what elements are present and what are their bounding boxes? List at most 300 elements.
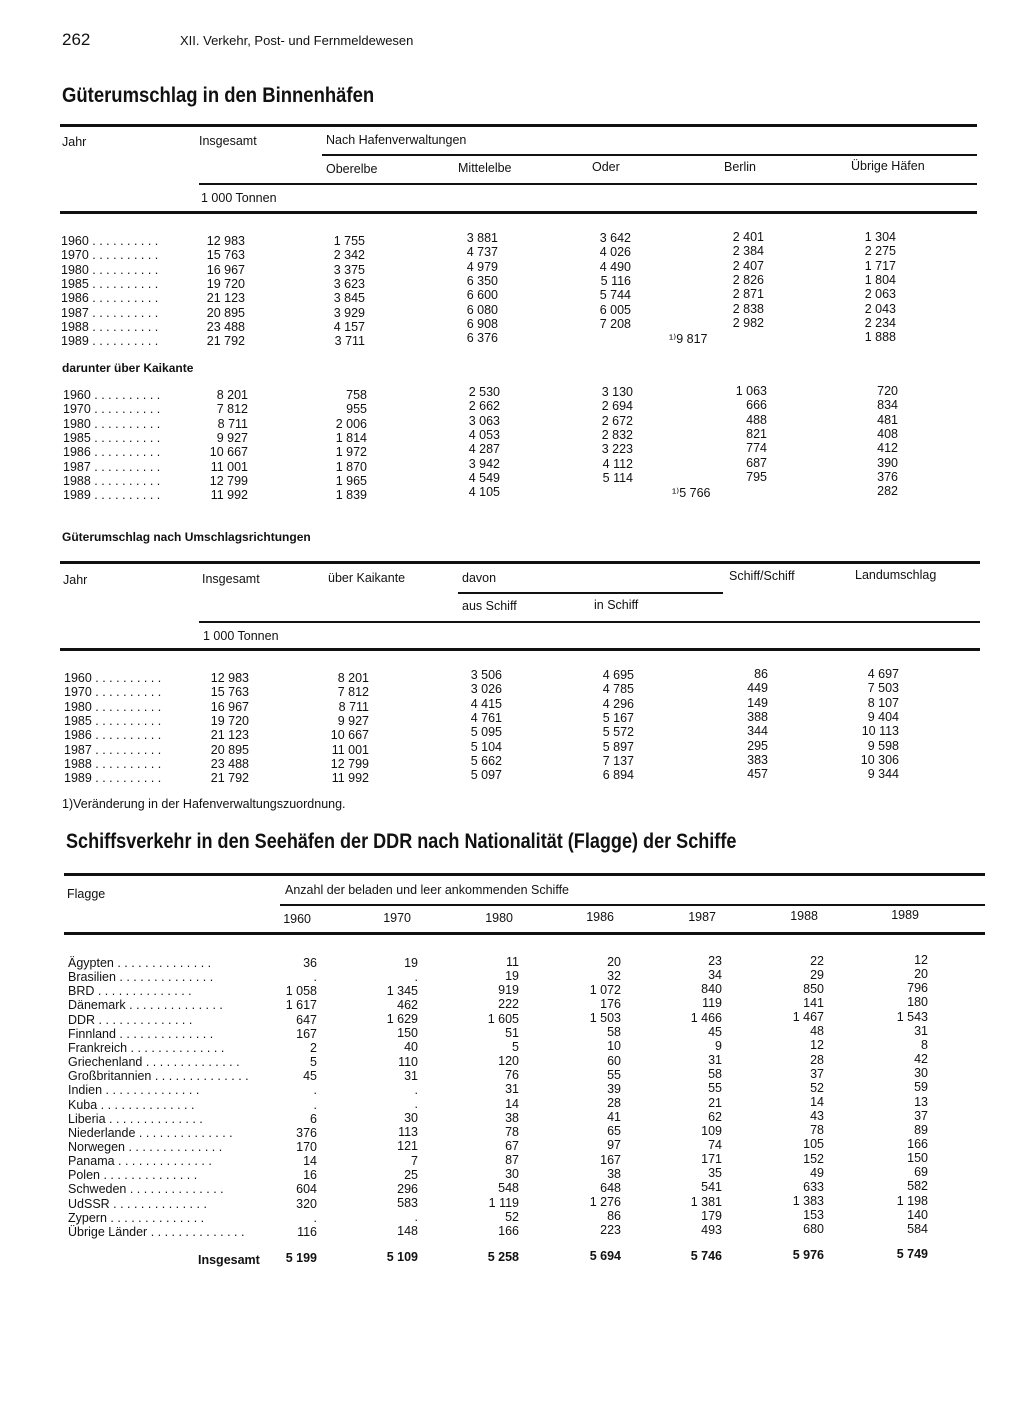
t1-cell: 4 026 (599, 245, 631, 260)
t3-country-9: Indien . . . . . . . . . . . . . . (68, 1083, 200, 1098)
t1-sub-cell: 3 223 (601, 442, 633, 457)
t3-cell: 121 (397, 1139, 418, 1154)
t3-cell: 29 (810, 967, 824, 982)
t1-year-1986: 1986 . . . . . . . . . . (61, 291, 159, 306)
t3-cell: 1 383 (792, 1194, 824, 1209)
t3-cell: 180 (907, 995, 928, 1010)
t3-total-label: Insgesamt (198, 1253, 260, 1267)
t3-cell: 1 617 (285, 998, 317, 1013)
t3-cell: 584 (907, 1221, 928, 1236)
t1-sub-cell: 1 965 (335, 473, 367, 488)
t3-cell: 10 (607, 1039, 621, 1054)
t3-cell: 541 (701, 1180, 722, 1195)
t3-cell: 62 (708, 1109, 722, 1124)
t1-sub-cell: 687 (746, 455, 767, 470)
t2-cell: 12 983 (210, 671, 249, 685)
t1-sub-cell: 4 549 (468, 470, 500, 485)
table1-title: Güterumschlag in den Binnenhäfen (62, 84, 375, 107)
t1-year-1980: 1980 . . . . . . . . . . (61, 262, 159, 277)
t2-col-schiff-schiff: Schiff/Schiff (729, 569, 795, 583)
t2-year-1988: 1988 . . . . . . . . . . (64, 756, 162, 771)
t1-cell: 4 737 (466, 245, 498, 260)
t1-sub-cell: 1 972 (335, 445, 367, 460)
t1-sub-cell: 12 799 (209, 473, 248, 488)
t3-year-1970: 1970 (383, 911, 411, 926)
t2-cell: 7 503 (867, 681, 899, 696)
t3-cell: 41 (607, 1110, 621, 1125)
t2-cell: 15 763 (210, 685, 249, 700)
t2-cell: 8 107 (867, 695, 899, 710)
t1-cell: 6 908 (466, 316, 498, 331)
t2-cell: 5 097 (470, 768, 502, 783)
t2-cell: 4 697 (867, 667, 899, 681)
t3-cell: 167 (600, 1152, 621, 1167)
t3-group-rule (280, 904, 985, 906)
t3-cell: 40 (404, 1040, 418, 1055)
t1-cell: 2 063 (864, 287, 896, 302)
t1-year-1989: 1989 . . . . . . . . . . (61, 334, 159, 349)
t1-col-oder: Oder (592, 160, 620, 174)
t1-cell: 21 123 (206, 291, 245, 306)
t1-sub-cell: 3 942 (468, 456, 500, 471)
t3-year-1980: 1980 (485, 910, 513, 925)
t1-sub-cell: 2 006 (335, 416, 367, 431)
t3-cell: 31 (914, 1023, 928, 1038)
t1-year-1988: 1988 . . . . . . . . . . (61, 319, 159, 334)
t3-year-1960: 1960 (283, 912, 311, 926)
t3-cell: 49 (810, 1165, 824, 1180)
t2-cell: 9 404 (867, 709, 899, 724)
t3-total-cell: 5 109 (386, 1250, 418, 1265)
t2-cell: 20 895 (210, 742, 249, 757)
t3-cell: 582 (907, 1179, 928, 1194)
t1-cell: 1 755 (333, 234, 365, 248)
t3-country-16: Schweden . . . . . . . . . . . . . . (68, 1182, 224, 1197)
t2-cell: 3 506 (470, 668, 502, 682)
t3-cell: . (414, 1210, 418, 1225)
t2-col-jahr: Jahr (63, 573, 88, 587)
t3-cell: 45 (708, 1024, 722, 1039)
t3-cell: 23 (708, 954, 722, 968)
t2-footnote: 1)Veränderung in der Hafenverwaltungszuordnung. (62, 797, 346, 811)
t1-sub-cell: 10 667 (209, 445, 248, 460)
t1-year-1985: 1985 . . . . . . . . . . (61, 276, 159, 291)
t2-cell: 21 792 (210, 771, 249, 786)
t3-cell: 52 (505, 1209, 519, 1224)
t3-cell: 1 629 (386, 1012, 418, 1027)
t1-cell: 2 838 (732, 301, 764, 316)
t3-cell: 1 276 (589, 1195, 621, 1210)
table2-title: Güterumschlag nach Umschlagsrichtungen (62, 530, 311, 544)
t2-year-1986: 1986 . . . . . . . . . . (64, 728, 162, 743)
t3-cell: 1 119 (488, 1195, 519, 1210)
t1-footnote-mark-1989: ¹⁾9 817 (669, 332, 708, 346)
t1-sub-cell: 412 (877, 441, 898, 456)
t1-cell: 1 304 (864, 230, 896, 244)
t3-cell: 8 (921, 1037, 928, 1052)
t3-cell: 30 (505, 1167, 519, 1182)
t3-year-1987: 1987 (688, 909, 716, 924)
t3-cell: 141 (803, 995, 824, 1010)
t2-col-davon: davon (462, 571, 497, 585)
t3-year-1988: 1988 (790, 909, 818, 923)
t1-cell: 1 804 (864, 272, 896, 287)
t3-cell: 12 (810, 1038, 824, 1053)
t3-cell: 65 (607, 1124, 621, 1139)
t1-sub-cell: 2 832 (601, 427, 633, 442)
t2-year-1989: 1989 . . . . . . . . . . (64, 771, 162, 786)
t3-cell: 78 (810, 1123, 824, 1138)
t2-cell: 7 812 (337, 685, 369, 700)
t3-country-8: Großbritannien . . . . . . . . . . . . . . (68, 1069, 249, 1084)
t1-cell: 4 490 (599, 259, 631, 274)
t2-col-kaikante: über Kaikante (328, 571, 406, 585)
t3-cell: 167 (296, 1026, 317, 1041)
t3-cell: 89 (914, 1122, 928, 1137)
t1-cell: 20 895 (206, 305, 245, 320)
t3-cell: 69 (914, 1165, 928, 1180)
t3-cell: . (313, 1083, 317, 1098)
t1-sub-cell: 1 063 (735, 384, 767, 398)
t2-cell: 383 (747, 752, 768, 767)
t3-cell: 152 (803, 1151, 824, 1166)
t3-cell: 43 (810, 1109, 824, 1124)
t3-cell: 38 (505, 1110, 519, 1125)
t2-cell: 10 306 (860, 752, 899, 767)
t3-cell: 39 (607, 1081, 621, 1096)
t3-cell: . (313, 970, 317, 985)
t3-cell: 320 (296, 1196, 317, 1211)
t3-cell: 20 (914, 967, 928, 982)
t1-sub-cell: 774 (746, 441, 767, 456)
t3-cell: 19 (505, 969, 519, 984)
t3-cell: 86 (607, 1209, 621, 1224)
t2-cell: 4 695 (602, 668, 634, 682)
t1-sub-cell: 2 662 (468, 399, 500, 414)
t3-cell: . (414, 1097, 418, 1111)
t3-cell: 840 (701, 982, 722, 997)
t1-group-rule (322, 154, 977, 156)
t2-cell: 9 344 (867, 767, 899, 782)
t3-country-1: Brasilien . . . . . . . . . . . . . . (68, 970, 214, 985)
t1-sub-year-1988: 1988 . . . . . . . . . . (63, 473, 161, 488)
t3-header-bottom-rule (64, 932, 985, 935)
t3-cell: 1 605 (487, 1011, 519, 1026)
t1-year-1987: 1987 . . . . . . . . . . (61, 305, 159, 320)
t3-col-flagge: Flagge (67, 887, 106, 901)
t1-cell: 3 375 (333, 262, 365, 277)
t3-cell: 850 (803, 981, 824, 996)
t3-cell: 87 (505, 1153, 519, 1168)
t1-cell: 6 600 (466, 288, 498, 303)
t3-cell: 76 (505, 1068, 519, 1083)
t3-cell: 14 (810, 1095, 824, 1109)
t3-country-19: Übrige Länder . . . . . . . . . . . . . . (68, 1224, 245, 1239)
t3-cell: 119 (702, 996, 722, 1011)
t3-cell: 648 (600, 1180, 621, 1195)
t3-total-cell: 5 976 (792, 1248, 824, 1262)
t1-sub-cell: 2 530 (468, 385, 500, 399)
t1-cell: 2 234 (864, 315, 896, 330)
t2-cell: 8 711 (338, 699, 369, 714)
t2-cell: 8 201 (337, 671, 369, 685)
t3-cell: 13 (914, 1094, 928, 1109)
t1-col-group: Nach Hafenverwaltungen (326, 133, 467, 147)
t3-country-18: Zypern . . . . . . . . . . . . . . (68, 1210, 205, 1225)
t3-cell: 176 (600, 996, 621, 1011)
t1-sub-year-1986: 1986 . . . . . . . . . . (63, 445, 161, 460)
t1-cell: 6 080 (466, 302, 498, 317)
t3-top-rule (64, 873, 985, 876)
t1-cell: 2 407 (732, 258, 764, 273)
t3-cell: 45 (303, 1069, 317, 1084)
t2-cell: 295 (747, 738, 768, 753)
t1-col-insgesamt: Insgesamt (199, 134, 257, 148)
t1-sub-cell: 11 001 (210, 459, 248, 474)
t3-cell: 179 (701, 1208, 722, 1223)
t2-cell: 9 927 (337, 713, 369, 728)
t1-cell: 2 871 (732, 287, 764, 302)
t3-cell: 1 381 (690, 1194, 722, 1209)
t3-cell: 14 (303, 1154, 317, 1169)
t2-cell: 4 785 (602, 682, 634, 697)
t1-sub-cell: 3 063 (468, 413, 500, 428)
t1-sub-cell: 1 839 (335, 488, 367, 503)
t3-cell: 9 (715, 1038, 722, 1053)
t3-cell: 376 (296, 1125, 317, 1140)
t3-cell: 55 (607, 1067, 621, 1082)
t1-cell: 1 717 (864, 258, 896, 273)
t3-cell: 1 058 (285, 984, 317, 999)
t3-cell: 59 (914, 1080, 928, 1095)
t2-cell: 457 (747, 767, 768, 782)
t2-cell: 5 095 (470, 725, 502, 740)
t1-sub-cell: 8 711 (217, 416, 248, 431)
t3-cell: 60 (607, 1053, 621, 1068)
t2-year-1987: 1987 . . . . . . . . . . (64, 742, 162, 757)
t3-cell: 1 466 (690, 1010, 722, 1025)
t3-cell: 37 (810, 1066, 824, 1081)
t3-total-cell: 5 199 (285, 1251, 317, 1265)
t3-cell: 148 (397, 1224, 418, 1239)
t3-cell: . (313, 1097, 317, 1112)
t3-cell: 140 (907, 1207, 928, 1222)
t1-sub-cell: 2 694 (601, 399, 633, 414)
t1-sub-year-1960: 1960 . . . . . . . . . . (63, 388, 161, 402)
t3-country-4: DDR . . . . . . . . . . . . . . (68, 1012, 193, 1027)
t1-sub-cell: 3 130 (601, 385, 633, 399)
t3-cell: . (313, 1210, 317, 1225)
t1-sub-footnote-mark-1989: ¹⁾5 766 (672, 486, 711, 500)
t1-col-oberelbe: Oberelbe (326, 162, 378, 176)
t1-sub-cell: 376 (877, 469, 898, 484)
t3-cell: 55 (708, 1081, 722, 1096)
t1-cell: 2 401 (732, 230, 764, 244)
t3-cell: 548 (498, 1181, 519, 1196)
t2-cell: 7 137 (602, 753, 634, 768)
t1-sub-cell: 7 812 (216, 402, 248, 417)
t2-cell: 4 761 (470, 710, 502, 725)
t3-cell: 22 (810, 953, 824, 968)
t3-cell: 12 (914, 953, 928, 967)
t1-sub-year-1987: 1987 . . . . . . . . . . (63, 459, 161, 474)
t3-cell: 58 (607, 1025, 621, 1040)
t2-cell: 344 (747, 724, 768, 739)
t3-cell: 583 (397, 1196, 418, 1211)
t1-cell: 2 342 (333, 248, 365, 263)
t3-cell: . (414, 1082, 418, 1097)
t3-country-12: Niederlande . . . . . . . . . . . . . . (68, 1125, 233, 1140)
t3-cell: 150 (907, 1151, 928, 1166)
t1-sub-cell: 11 992 (210, 488, 248, 503)
t1-sub-cell: 4 112 (602, 456, 633, 471)
t2-cell: 5 662 (470, 753, 502, 768)
t3-cell: 97 (607, 1138, 621, 1153)
t1-cell: 12 983 (206, 234, 245, 248)
t3-cell: 120 (498, 1054, 519, 1069)
t1-sub-cell: 1 870 (335, 459, 367, 474)
t3-cell: 32 (607, 968, 621, 983)
t1-cell: 2 275 (864, 244, 896, 259)
t3-col-group: Anzahl der beladen und leer ankommenden Schiffe (285, 883, 569, 897)
t3-total-cell: 5 746 (690, 1248, 722, 1263)
t1-cell: 19 720 (206, 276, 245, 291)
t1-sub-cell: 834 (877, 398, 898, 413)
t2-cell: 23 488 (210, 756, 249, 771)
t2-header-bottom-rule (60, 648, 980, 651)
t3-cell: 14 (505, 1096, 519, 1111)
t1-col-mittelelbe: Mittelelbe (458, 161, 512, 175)
t2-cell: 19 720 (210, 713, 249, 728)
t2-col-in-schiff: in Schiff (594, 598, 639, 612)
table3-title: Schiffsverkehr in den Seehäfen der DDR nach Nationalität (Flagge) der Schiffe (66, 830, 737, 853)
t1-col-uebrige: Übrige Häfen (851, 159, 925, 173)
page-number: 262 (62, 30, 91, 49)
t1-sub-cell: 821 (746, 426, 767, 441)
t1-cell: 2 982 (732, 315, 764, 330)
t3-cell: 30 (404, 1111, 418, 1126)
t2-cell: 9 598 (867, 738, 899, 753)
t2-cell: 449 (747, 681, 768, 696)
t2-cell: 12 799 (330, 756, 369, 771)
t1-sub-cell: 4 287 (468, 442, 500, 457)
t2-cell: 10 667 (330, 728, 369, 743)
t3-cell: 109 (701, 1123, 722, 1138)
t3-cell: 21 (708, 1095, 722, 1110)
t1-sub-cell: 481 (877, 412, 898, 427)
t3-cell: 150 (397, 1026, 418, 1041)
t1-cell: 3 623 (333, 276, 365, 291)
t3-cell: 38 (607, 1166, 621, 1181)
t1-cell: 6 376 (466, 331, 498, 346)
t1-sub-cell: 9 927 (216, 430, 248, 445)
t2-cell: 4 296 (602, 696, 634, 711)
t1-cell: 2 043 (864, 301, 896, 316)
t1-cell: 6 350 (466, 273, 498, 288)
t3-cell: 37 (914, 1108, 928, 1123)
t3-cell: 113 (398, 1125, 418, 1140)
t2-cell: 86 (754, 667, 768, 681)
t3-cell: 30 (914, 1066, 928, 1081)
t3-cell: 223 (600, 1223, 621, 1238)
t1-cell: 3 845 (333, 291, 365, 306)
t2-col-landumschlag: Landumschlag (855, 568, 937, 582)
t2-cell: 149 (747, 695, 768, 710)
t1-col-jahr: Jahr (62, 135, 87, 149)
t3-cell: 6 (310, 1111, 317, 1126)
t2-top-rule (60, 561, 980, 564)
t3-cell: 1 345 (386, 983, 418, 998)
t3-cell: 7 (411, 1153, 418, 1168)
t2-cell: 10 113 (861, 724, 899, 739)
t1-cell: 23 488 (206, 319, 245, 334)
t3-cell: 166 (498, 1223, 519, 1238)
t3-cell: 67 (505, 1138, 519, 1153)
t3-country-17: UdSSR . . . . . . . . . . . . . . (68, 1196, 207, 1211)
t1-year-1960: 1960 . . . . . . . . . . (61, 234, 159, 248)
t3-cell: 31 (505, 1082, 519, 1097)
t3-cell: 493 (701, 1222, 722, 1237)
t1-sub-cell: 955 (346, 402, 367, 417)
t1-cell: 6 005 (599, 302, 631, 317)
t1-cell: 3 929 (333, 305, 365, 320)
t3-cell: 647 (296, 1012, 317, 1027)
t3-country-5: Finnland . . . . . . . . . . . . . . (68, 1026, 214, 1041)
t1-subtitle: darunter über Kaikante (62, 361, 194, 375)
t3-cell: 20 (607, 954, 621, 969)
t3-cell: 48 (810, 1024, 824, 1039)
t1-unit: 1 000 Tonnen (201, 191, 277, 205)
t3-cell: 19 (404, 955, 418, 970)
t1-cell: 15 763 (206, 248, 245, 263)
t2-year-1985: 1985 . . . . . . . . . . (64, 713, 162, 728)
t1-unit-rule (199, 183, 977, 185)
t2-col-aus-schiff: aus Schiff (462, 599, 517, 613)
t2-cell: 11 001 (331, 742, 369, 757)
t1-sub-cell: 390 (877, 455, 898, 470)
t3-cell: 1 072 (589, 982, 621, 997)
t3-cell: 919 (498, 983, 519, 998)
t3-country-0: Ägypten . . . . . . . . . . . . . . (68, 956, 212, 970)
t3-cell: 166 (907, 1136, 928, 1151)
t1-sub-cell: 488 (746, 412, 767, 427)
t3-cell: 5 (512, 1039, 519, 1054)
t3-cell: 16 (303, 1168, 317, 1183)
t1-sub-cell: 1 814 (335, 430, 367, 445)
t3-cell: 462 (397, 997, 418, 1012)
t2-col-insgesamt: Insgesamt (202, 572, 260, 586)
t3-cell: 28 (810, 1052, 824, 1067)
t3-cell: 74 (708, 1137, 722, 1152)
t3-cell: 51 (505, 1025, 519, 1040)
t3-country-10: Kuba . . . . . . . . . . . . . . (68, 1097, 195, 1112)
t1-sub-year-1989: 1989 . . . . . . . . . . (63, 488, 161, 503)
t1-sub-cell: 5 114 (602, 470, 633, 485)
t2-year-1980: 1980 . . . . . . . . . . (64, 699, 162, 714)
t1-sub-cell: 4 053 (468, 427, 500, 442)
t3-cell: 2 (310, 1040, 317, 1055)
t3-country-15: Polen . . . . . . . . . . . . . . (68, 1168, 198, 1183)
t1-sub-year-1980: 1980 . . . . . . . . . . (63, 416, 161, 431)
t1-cell: 3 711 (334, 334, 365, 349)
t1-cell: 5 744 (599, 288, 631, 303)
t1-sub-cell: 282 (877, 484, 898, 499)
t2-year-1960: 1960 . . . . . . . . . . (64, 671, 162, 685)
t3-cell: 633 (803, 1179, 824, 1194)
t1-cell: 7 208 (599, 316, 631, 331)
t1-sub-cell: 2 672 (601, 413, 633, 428)
t2-cell: 21 123 (210, 728, 249, 743)
